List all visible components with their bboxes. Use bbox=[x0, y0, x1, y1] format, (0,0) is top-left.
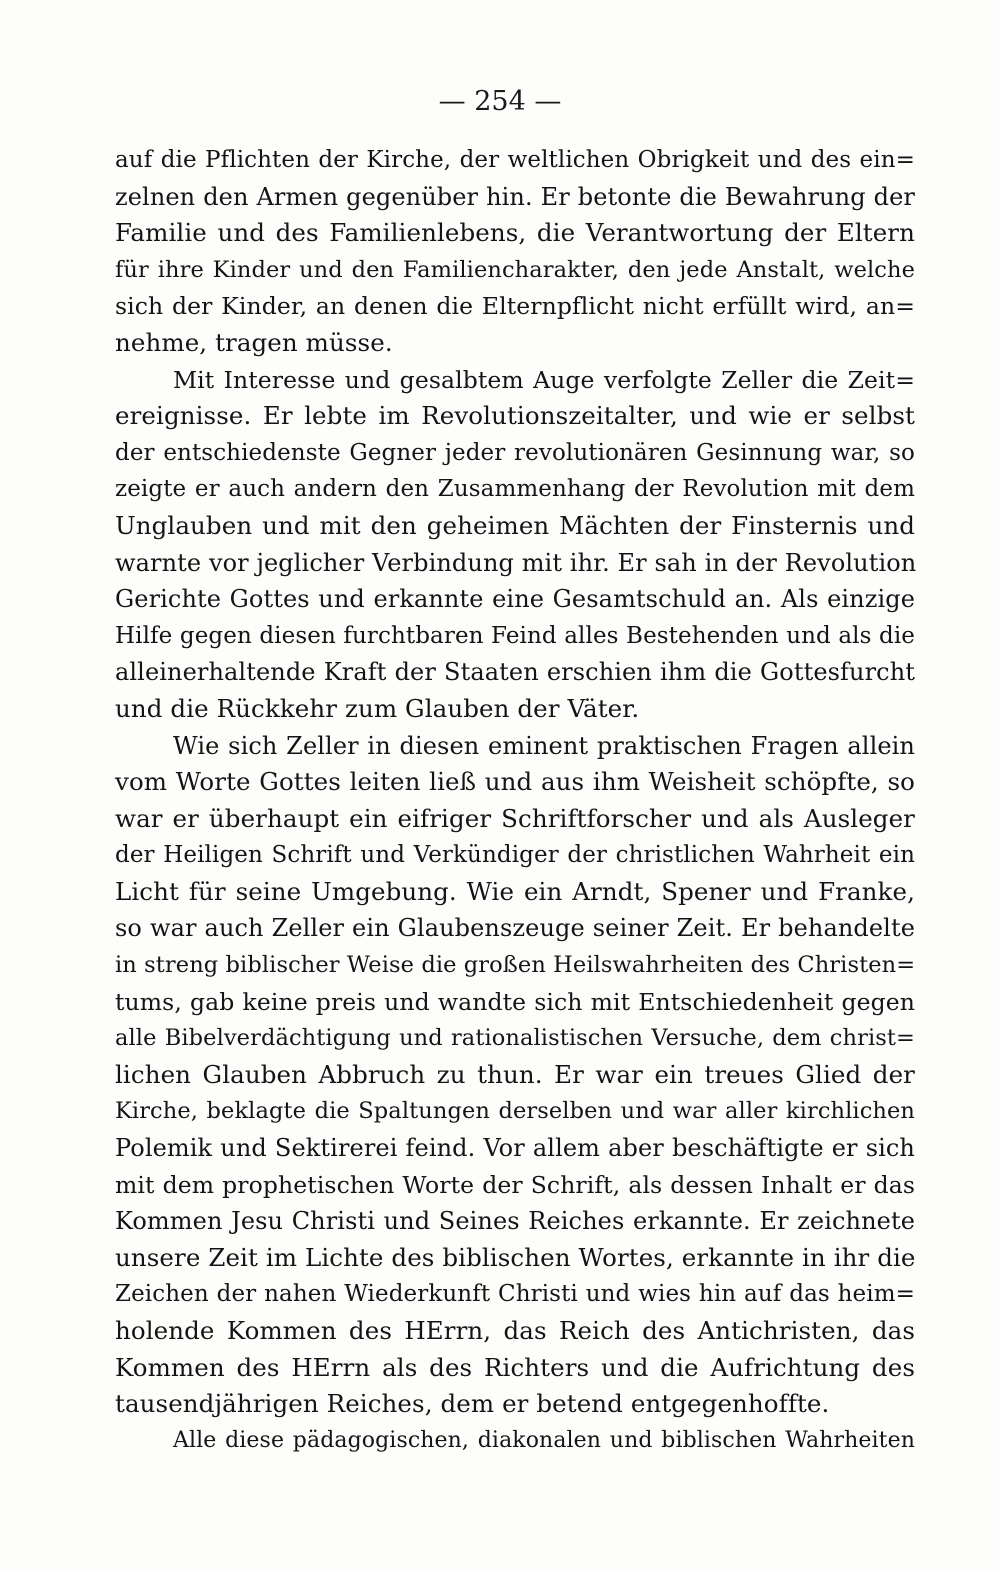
text-line: mit dem prophetischen Worte der Schrift, als dessen Inhalt er das bbox=[115, 1170, 915, 1199]
text-line: tausendjährigen Reiches, dem er betend entgegenhoffte. bbox=[115, 1389, 830, 1419]
text-line: Kirche, beklagte die Spaltungen derselben und war aller kirchlichen bbox=[115, 1098, 915, 1125]
text-line: Wie sich Zeller in diesen eminent praktischen Fragen allein bbox=[173, 731, 915, 760]
text-line: Alle diese pädagogischen, diakonalen und biblischen Wahrheiten bbox=[173, 1427, 915, 1453]
text-line: Gerichte Gottes und erkannte eine Gesamtschuld an. Als einzige bbox=[115, 585, 915, 614]
text-line: war er überhaupt ein eifriger Schriftforscher und als Ausleger bbox=[115, 803, 915, 833]
text-line: in streng biblischer Weise die großen Heilswahrheiten des Christen= bbox=[115, 952, 916, 979]
text-line: Unglauben und mit den geheimen Mächten der Finsternis und bbox=[115, 510, 915, 540]
text-line: und die Rückkehr zum Glauben der Väter. bbox=[115, 693, 640, 723]
text-line: alleinerhaltende Kraft der Staaten erschien ihm die Gottesfurcht bbox=[115, 658, 915, 687]
text-line: warnte vor jeglicher Verbindung mit ihr. Er sah in der Revolution bbox=[115, 548, 917, 577]
text-line: vom Worte Gottes leiten ließ und aus ihm Weisheit schöpfte, so bbox=[115, 767, 915, 797]
text-line: zelnen den Armen gegenüber hin. Er betonte die Bewahrung der bbox=[115, 182, 915, 211]
text-line: Hilfe gegen diesen furchtbaren Feind alles Bestehenden und als die bbox=[115, 622, 915, 649]
text-line: Familie und des Familienlebens, die Verantwortung der Eltern bbox=[115, 218, 915, 248]
text-line: für ihre Kinder und den Familiencharakter, den jede Anstalt, welche bbox=[115, 256, 915, 283]
text-line: der entschiedenste Gegner jeder revolutionären Gesinnung war, so bbox=[115, 439, 915, 466]
text-line: Licht für seine Umgebung. Wie ein Arndt, Spener und Franke, bbox=[115, 876, 915, 906]
text-line: so war auch Zeller ein Glaubenszeuge seiner Zeit. Er behandelte bbox=[115, 914, 915, 943]
text-line: ereignisse. Er lebte im Revolutionszeitalter, und wie er selbst bbox=[115, 401, 915, 431]
text-line: Kommen Jesu Christi und Seines Reiches erkannte. Er zeichnete bbox=[115, 1207, 915, 1236]
text-line: nehme, tragen müsse. bbox=[115, 327, 393, 357]
text-line: Mit Interesse und gesalbtem Auge verfolgte Zeller die Zeit= bbox=[173, 365, 915, 394]
text-line: Kommen des HErrn als des Richters und die Aufrichtung des bbox=[115, 1352, 915, 1382]
page-number: — 254 — bbox=[438, 86, 562, 117]
text-line: auf die Pflichten der Kirche, der weltlichen Obrigkeit und des ein= bbox=[115, 147, 915, 173]
text-line: unsere Zeit im Lichte des biblischen Wortes, erkannte in ihr die bbox=[115, 1242, 916, 1272]
text-line: zeigte er auch andern den Zusammenhang der Revolution mit dem bbox=[115, 476, 915, 503]
text-line: alle Bibelverdächtigung und rationalistischen Versuche, dem christ= bbox=[115, 1025, 915, 1052]
text-line: tums, gab keine preis und wandte sich mit Entschiedenheit gegen bbox=[115, 987, 915, 1016]
text-line: der Heiligen Schrift und Verkündiger der christlichen Wahrheit ein bbox=[115, 842, 915, 869]
text-line: sich der Kinder, an denen die Elternpflicht nicht erfüllt wird, an= bbox=[115, 292, 915, 321]
body-text bbox=[115, 142, 915, 1459]
text-line: Polemik und Sektirerei feind. Vor allem aber beschäftigte er sich bbox=[115, 1134, 915, 1163]
text-line: holende Kommen des HErrn, das Reich des Antichristen, das bbox=[115, 1316, 915, 1345]
text-line: Zeichen der nahen Wiederkunft Christi und wies hin auf das heim= bbox=[115, 1281, 915, 1308]
text-line: lichen Glauben Abbruch zu thun. Er war ein treues Glied der bbox=[115, 1059, 915, 1089]
